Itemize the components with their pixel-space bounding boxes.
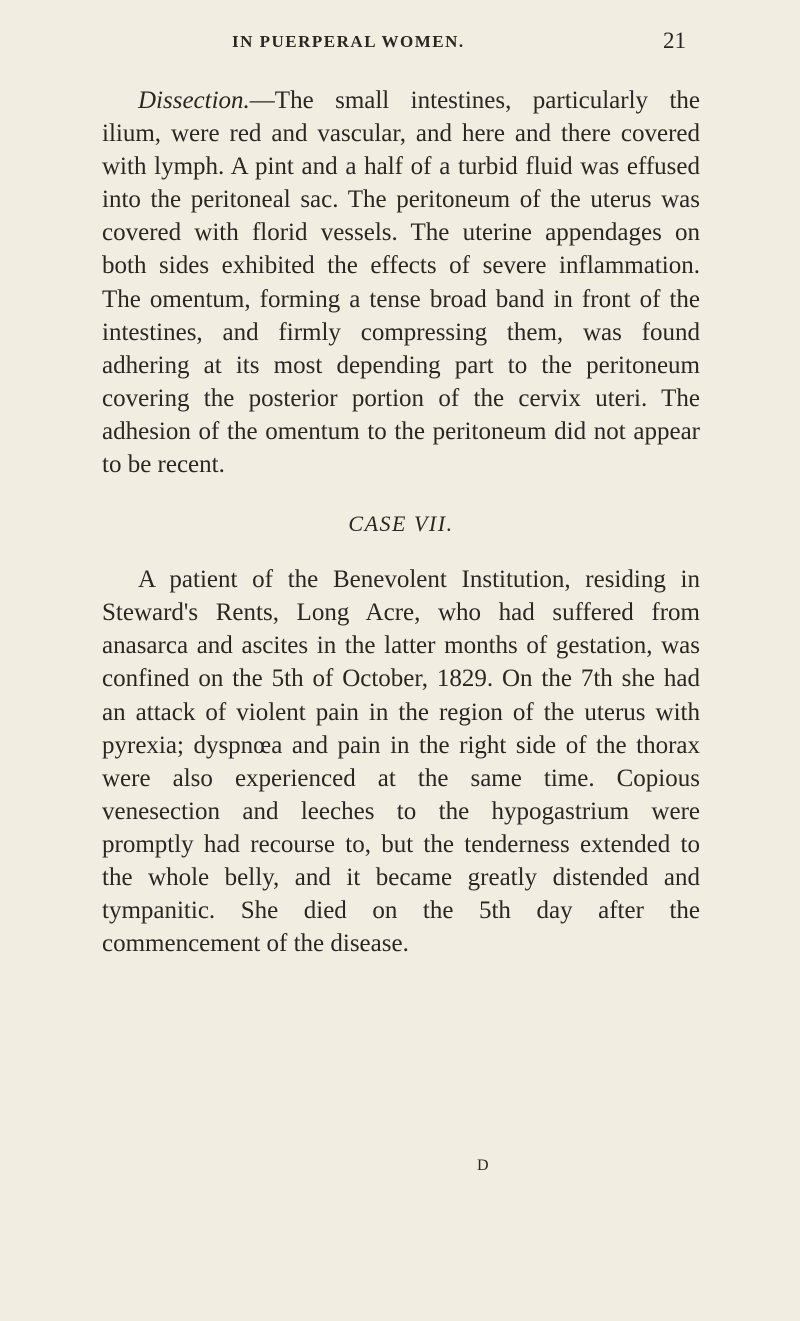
dissection-text: —The small intestines, particularly the ilium, were red and vascular, and here and there covered with lymph. A pint and a half of a turbid fluid was effused into the peritoneal sac. The peritoneum of the uterus was covered with florid vessels. The uterine appendages on both sides exhibited the effects of severe inflammation. The omentum, forming a tense broad band in front of the intestines, and firmly compressing them, was found adhering at its most depending part to the peritoneum covering the posterior portion of the cervix uteri. The adhesion of the omentum to the peritoneum did not appear to be recent. [102,87,700,479]
running-head-title: IN PUERPERAL WOMEN. [232,32,465,51]
page-number: 21 [663,28,686,53]
case-heading: CASE VII. [348,511,454,537]
book-page [102,28,700,960]
dissection-paragraph [102,84,700,481]
case-paragraph [102,563,700,960]
signature-mark: D [477,1157,490,1174]
running-head [102,28,700,64]
case-text: A patient of the Benevolent Institution, residing in Steward's Rents, Long Acre, who had suffered from anasarca and ascites in the latter months of gestation, was confined on the 5th of October, 1829. On the 7th she had an attack of violent pain in the region of the uterus with pyrexia; dyspnœa and pain in the right side of the thorax were also experienced at the same time. Copious venesection and leeches to the hypogastrium were promptly had recourse to, but the tenderness extended to the whole belly, and it became greatly distended and tympanitic. She died on the 5th day after the commencement of the disease. [102,566,700,958]
dissection-label: Dissection. [138,87,250,114]
